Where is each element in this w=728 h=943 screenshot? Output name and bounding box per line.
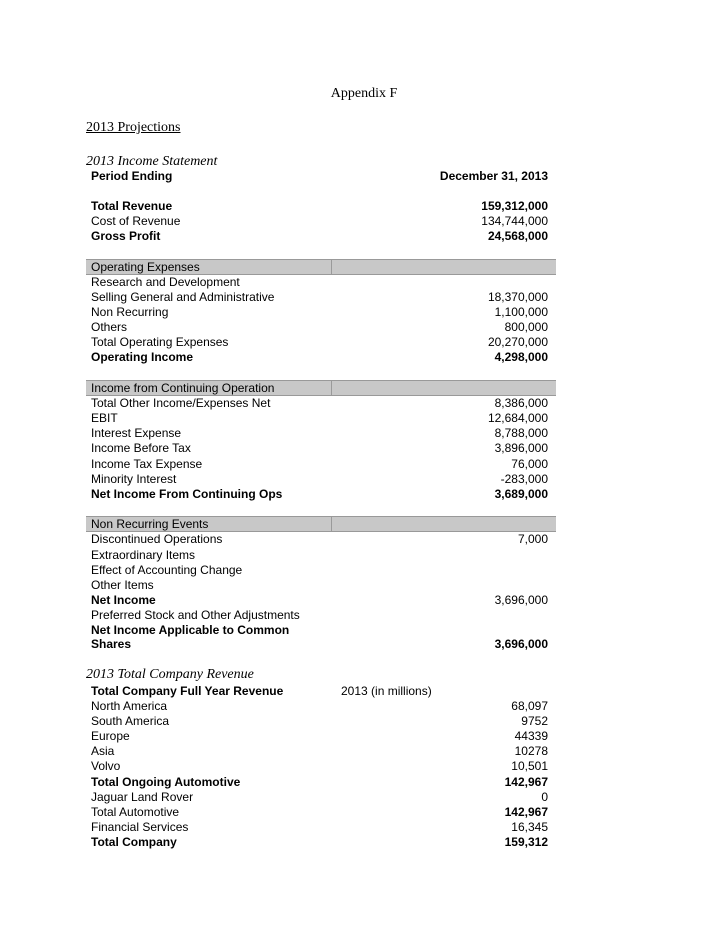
row-value: 3,696,000 [494,593,548,607]
column-divider [331,381,332,395]
row-value: 8,386,000 [494,396,548,410]
selling-general-admin-row [86,290,556,305]
page-subheading: 2013 Projections [86,120,181,135]
non-recurring-row [86,305,556,320]
page-heading: Appendix F [330,86,398,101]
row-value: 3,896,000 [494,441,548,455]
section-header-label: Non Recurring Events [91,517,209,531]
column-divider [331,260,332,274]
row-value: 18,370,000 [487,290,548,304]
row-value: 800,000 [504,320,548,334]
row-label: Europe [91,729,130,743]
row-label: Non Recurring [91,305,169,319]
row-value: -283,000 [500,472,548,486]
row-label: Jaguar Land Rover [91,790,194,804]
row-label: Discontinued Operations [91,532,223,546]
row-label: Total Automotive [91,805,180,819]
row-value: 1,100,000 [494,305,548,319]
accounting-change-row [86,563,556,578]
row-value: 3,689,000 [494,487,548,501]
row-label: Income Before Tax [91,441,191,455]
row-label: Total Company Full Year Revenue [91,684,284,698]
row-value: 159,312,000 [481,199,548,213]
row-value: 8,788,000 [494,426,548,440]
row-label: Financial Services [91,820,189,834]
research-development-row [86,275,556,290]
row-label: Selling General and Administrative [91,290,275,304]
row-label: North America [91,699,168,713]
column-divider [331,517,332,531]
net-income-continuing-row [86,487,556,502]
company-revenue-title: 2013 Total Company Revenue [86,667,254,682]
row-label: Gross Profit [91,229,161,243]
row-value: 159,312 [504,835,548,849]
north-america-row [86,699,556,714]
row-label: Total Company [91,835,177,849]
row-value: 76,000 [511,457,548,471]
row-label: Asia [91,744,115,758]
row-label: Other Items [91,578,154,592]
period-value: December 31, 2013 [439,169,548,183]
row-label: Volvo [91,759,121,773]
gross-profit-row [86,229,556,244]
row-label: Cost of Revenue [91,214,181,228]
europe-row [86,729,556,744]
row-label: Interest Expense [91,426,182,440]
row-label: Preferred Stock and Other Adjustments [91,608,300,622]
row-value: 20,270,000 [487,335,548,349]
row-label: Extraordinary Items [91,548,196,562]
period-row [86,169,556,184]
row-value: 142,967 [504,805,548,819]
row-value: 10278 [514,744,548,758]
net-income-common-row-2 [86,637,556,652]
period-label: Period Ending [91,169,173,183]
financial-services-row [86,820,556,835]
minority-interest-row [86,472,556,487]
asia-row [86,744,556,759]
total-company-row [86,835,556,850]
row-value: 4,298,000 [494,350,548,364]
row-value: 0 [541,790,548,804]
jaguar-land-rover-row [86,790,556,805]
row-value: 68,097 [511,699,548,713]
ebit-row [86,411,556,426]
net-income-common-row-1 [86,623,556,638]
row-value: 142,967 [504,775,548,789]
net-income-row [86,593,556,608]
row-label: Operating Income [91,350,194,364]
section-header-label: Income from Continuing Operation [91,381,275,395]
row-value: 10,501 [511,759,548,773]
others-row [86,320,556,335]
row-label: South America [91,714,170,728]
income-tax-expense-row [86,457,556,472]
south-america-row [86,714,556,729]
preferred-stock-row [86,608,556,623]
total-operating-expenses-row [86,335,556,350]
total-revenue-row [86,199,556,214]
row-value: 44339 [514,729,548,743]
row-label: Research and Development [91,275,240,289]
operating-income-row [86,350,556,365]
volvo-row [86,759,556,774]
row-label: Shares [91,637,132,651]
row-value: 3,696,000 [494,637,548,651]
row-label: Others [91,320,128,334]
total-other-income-row [86,396,556,411]
row-value: 24,568,000 [487,229,548,243]
row-label: Net Income From Continuing Ops [91,487,283,501]
revenue-header-row [86,684,556,699]
operating-expenses-header [86,259,556,275]
cost-of-revenue-row [86,214,556,229]
row-label: EBIT [91,411,118,425]
row-value: 12,684,000 [487,411,548,425]
other-items-row [86,578,556,593]
total-automotive-row [86,805,556,820]
row-value: 134,744,000 [481,214,548,228]
row-label: Total Operating Expenses [91,335,229,349]
column-header: 2013 (in millions) [341,684,432,698]
row-label: Total Other Income/Expenses Net [91,396,271,410]
row-label: Income Tax Expense [91,457,203,471]
row-value: 16,345 [511,820,548,834]
row-label: Effect of Accounting Change [91,563,243,577]
row-label: Total Revenue [91,199,173,213]
non-recurring-events-header [86,516,556,532]
row-label: Minority Interest [91,472,177,486]
row-value: 9752 [521,714,548,728]
section-header-label: Operating Expenses [91,260,200,274]
extraordinary-items-row [86,548,556,563]
income-before-tax-row [86,441,556,456]
continuing-operations-header [86,380,556,396]
row-value: 7,000 [517,532,548,546]
row-label: Net Income [91,593,156,607]
interest-expense-row [86,426,556,441]
income-statement-title: 2013 Income Statement [86,154,218,169]
row-label: Total Ongoing Automotive [91,775,241,789]
row-label: Net Income Applicable to Common [91,623,290,637]
total-ongoing-automotive-row [86,775,556,790]
discontinued-operations-row [86,532,556,547]
